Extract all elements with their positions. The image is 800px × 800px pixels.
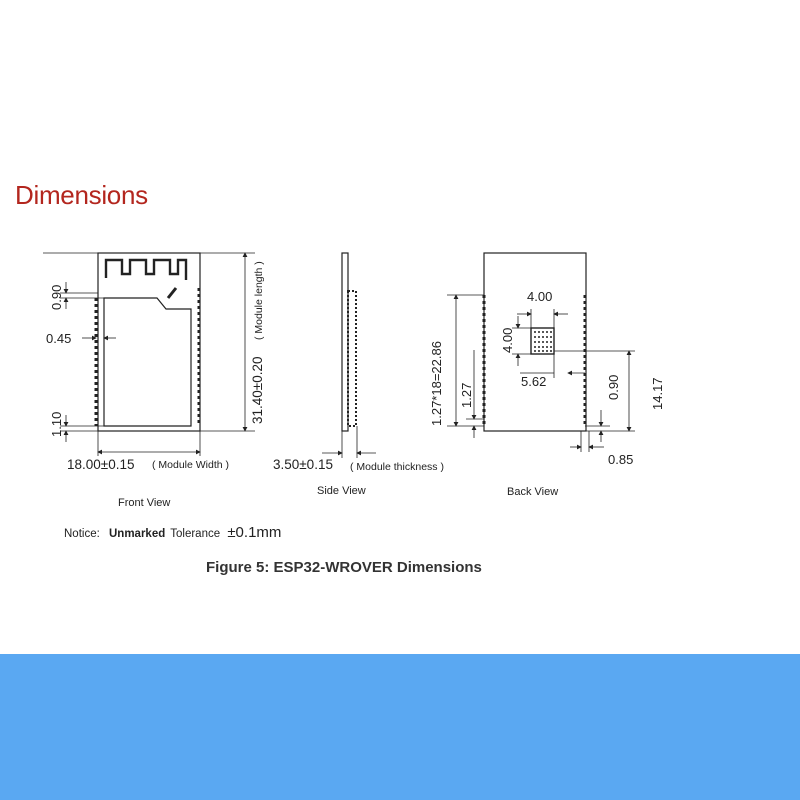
- front-module-outline: [98, 253, 200, 431]
- front-shield-can: [104, 298, 191, 426]
- back-dim-127: 1.27: [459, 382, 474, 408]
- footer-band: [0, 654, 800, 800]
- notice-bold: Unmarked: [109, 528, 166, 540]
- front-width-note: ( Module Width ): [152, 459, 230, 471]
- back-ground-pad-grid: [534, 331, 552, 352]
- back-view-label: Back View: [507, 486, 559, 498]
- back-view: [447, 253, 635, 452]
- side-shield-outline: [348, 291, 356, 426]
- back-dim-1417: 14.17: [650, 377, 665, 410]
- notice-rest: Tolerance: [170, 528, 221, 540]
- back-dim-562: 5.62: [521, 374, 547, 389]
- back-dim-400-v: 4.00: [500, 327, 515, 353]
- front-width-value: 18.00±0.15: [67, 457, 135, 472]
- side-view: [322, 253, 376, 458]
- front-dim-090: 0.90: [49, 284, 64, 310]
- front-view: [43, 253, 255, 456]
- notice-value: ±0.1mm: [227, 524, 282, 541]
- side-thickness-value: 3.50±0.15: [273, 457, 333, 472]
- side-thickness-note: ( Module thickness ): [350, 461, 444, 473]
- figure-caption: Figure 5: ESP32-WROVER Dimensions: [206, 559, 482, 576]
- back-dim-085: 0.85: [608, 452, 634, 467]
- side-view-label: Side View: [317, 485, 366, 497]
- back-dim-400-h: 4.00: [527, 289, 553, 304]
- front-dim-045: 0.45: [46, 331, 72, 346]
- front-view-label: Front View: [118, 497, 171, 509]
- back-dim-pitch-total: 1.27*18=22.86: [429, 341, 444, 426]
- section-heading: Dimensions: [15, 180, 148, 210]
- notice-prefix: Notice:: [64, 528, 100, 540]
- front-length-value: 31.40±0.20: [250, 356, 265, 424]
- back-dim-090: 0.90: [606, 374, 621, 400]
- front-length-note: ( Module length ): [253, 261, 265, 340]
- front-dim-110: 1.10: [49, 411, 64, 437]
- antenna-trace-icon: [106, 260, 186, 280]
- notice-line: [64, 524, 281, 541]
